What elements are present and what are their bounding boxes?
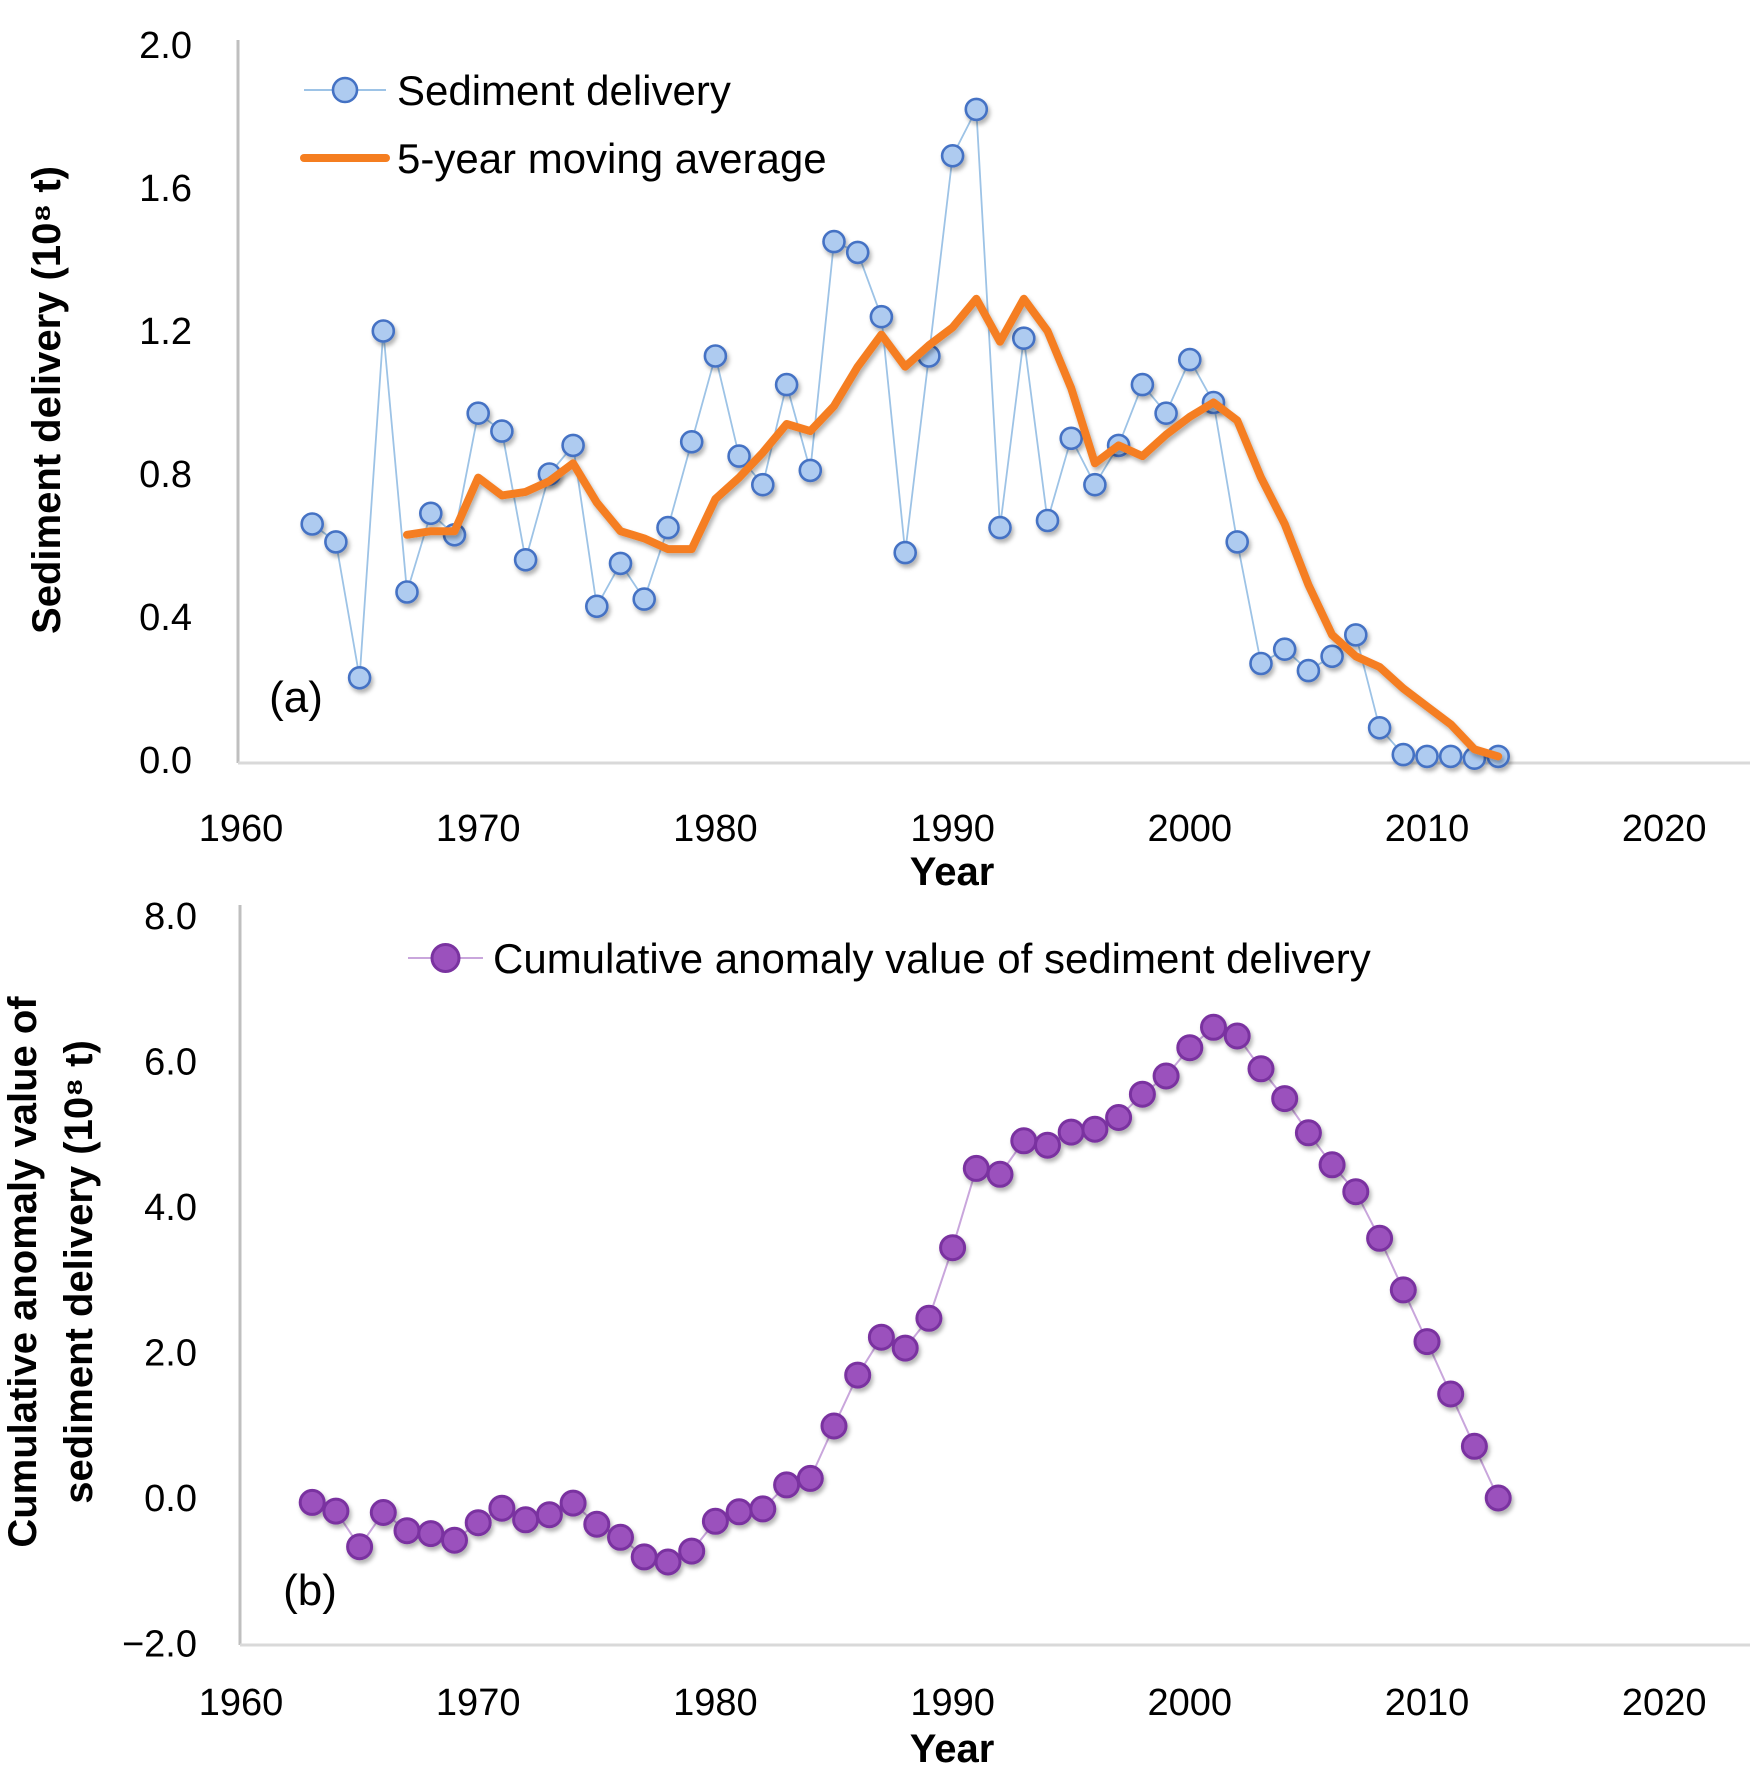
sediment-data-points bbox=[302, 99, 1509, 769]
x-tick-label: 1970 bbox=[435, 1682, 521, 1724]
cumulative-data-point bbox=[1036, 1133, 1060, 1157]
x-tick-label: 1980 bbox=[673, 808, 758, 850]
sediment-data-point bbox=[610, 553, 631, 574]
sediment-data-point bbox=[1179, 349, 1200, 370]
sediment-data-point bbox=[966, 99, 987, 120]
cumulative-data-point bbox=[1391, 1278, 1415, 1302]
cumulative-data-point bbox=[609, 1525, 633, 1549]
sediment-data-point bbox=[1393, 744, 1414, 765]
y-tick-label: 0.0 bbox=[144, 1478, 197, 1520]
cumulative-data-point bbox=[348, 1535, 372, 1559]
cumulative-data-point bbox=[1344, 1180, 1368, 1204]
y-tick-label: 6.0 bbox=[144, 1041, 197, 1084]
cumulative-data-point bbox=[1225, 1024, 1249, 1048]
sediment-data-point bbox=[824, 231, 845, 252]
sediment-data-point bbox=[1013, 328, 1034, 349]
legend bbox=[304, 67, 827, 182]
y-tick-label: 8.0 bbox=[144, 896, 197, 938]
y-tick-label: 2.0 bbox=[144, 1332, 197, 1375]
cumulative-data-point bbox=[798, 1466, 822, 1490]
y-tick-label: −2.0 bbox=[121, 1623, 197, 1666]
y-tick-label: 4.0 bbox=[144, 1187, 197, 1229]
sediment-data-point bbox=[1369, 717, 1390, 738]
legend-item bbox=[304, 135, 827, 182]
sediment-data-point bbox=[1322, 646, 1343, 667]
cumulative-data-point bbox=[775, 1473, 799, 1497]
legend-item bbox=[304, 67, 731, 114]
x-tick-label: 1960 bbox=[198, 808, 284, 850]
sediment-data-point bbox=[847, 242, 868, 263]
x-tick-label: 2020 bbox=[1621, 808, 1707, 850]
sediment-data-point bbox=[420, 503, 441, 524]
cumulative-data-point bbox=[988, 1162, 1012, 1186]
legend-label: Sediment delivery bbox=[397, 67, 731, 114]
sediment-data-point bbox=[468, 403, 489, 424]
x-tick-label: 1990 bbox=[910, 1682, 995, 1724]
sediment-data-point bbox=[800, 460, 821, 481]
sediment-data-point bbox=[1251, 653, 1272, 674]
cumulative-data-point bbox=[1320, 1153, 1344, 1177]
cumulative-data-point bbox=[395, 1519, 419, 1543]
cumulative-data-point bbox=[680, 1539, 704, 1563]
cumulative-data-point bbox=[1439, 1382, 1463, 1406]
cumulative-data-point bbox=[1178, 1036, 1202, 1060]
cumulative-data-point bbox=[324, 1499, 348, 1523]
sediment-data-point bbox=[515, 549, 536, 570]
sediment-data-point bbox=[1156, 403, 1177, 424]
panel-sediment-delivery bbox=[25, 25, 1750, 894]
cumulative-data-point bbox=[964, 1156, 988, 1180]
legend bbox=[408, 935, 1371, 982]
sediment-data-point bbox=[1298, 660, 1319, 681]
cumulative-data-point bbox=[1107, 1106, 1131, 1130]
x-tick-label: 1960 bbox=[198, 1682, 284, 1724]
cumulative-data-point bbox=[1130, 1082, 1154, 1106]
panel-label: (b) bbox=[283, 1566, 337, 1615]
y-tick-label: 2.0 bbox=[139, 25, 192, 67]
legend-label: 5-year moving average bbox=[397, 135, 827, 182]
y-axis-title-line: sediment delivery (10⁸ t) bbox=[57, 1040, 101, 1504]
sediment-data-point bbox=[895, 542, 916, 563]
x-axis-title: Year bbox=[909, 1727, 995, 1771]
cumulative-data-point bbox=[490, 1496, 514, 1520]
sediment-data-point bbox=[349, 667, 370, 688]
sediment-data-point bbox=[871, 306, 892, 327]
cumulative-data-point bbox=[1083, 1117, 1107, 1141]
sediment-data-point bbox=[325, 531, 346, 552]
x-tick-label: 1980 bbox=[673, 1682, 758, 1724]
sediment-data-point bbox=[373, 321, 394, 342]
cumulative-data-point bbox=[1249, 1057, 1273, 1081]
sediment-data-point bbox=[1440, 746, 1461, 767]
x-tick-label: 2010 bbox=[1384, 1682, 1470, 1724]
y-tick-label: 0.8 bbox=[139, 454, 192, 496]
x-tick-label: 2000 bbox=[1147, 1682, 1233, 1724]
cumulative-data-point bbox=[1202, 1015, 1226, 1039]
sediment-data-point bbox=[776, 374, 797, 395]
cumulative-data-point bbox=[1012, 1129, 1036, 1153]
cumulative-data-point bbox=[941, 1236, 965, 1260]
panel-cumulative-anomaly bbox=[1, 896, 1750, 1771]
cumulative-data-point bbox=[300, 1490, 324, 1514]
x-axis-title: Year bbox=[909, 850, 995, 894]
cumulative-data-point bbox=[561, 1491, 585, 1515]
cumulative-data-point bbox=[537, 1503, 561, 1527]
sediment-data-point bbox=[397, 582, 418, 603]
sediment-data-point bbox=[658, 517, 679, 538]
sediment-data-point bbox=[302, 514, 323, 535]
sediment-data-point bbox=[634, 589, 655, 610]
x-tick-label: 1970 bbox=[435, 808, 521, 850]
y-tick-label: 1.2 bbox=[139, 311, 192, 353]
panel-label: (a) bbox=[269, 673, 323, 722]
legend-marker-icon bbox=[432, 945, 459, 972]
cumulative-data-point bbox=[1368, 1226, 1392, 1250]
cumulative-anomaly-line-series bbox=[300, 1015, 1510, 1574]
cumulative-data-point bbox=[371, 1501, 395, 1525]
sediment-data-point bbox=[942, 145, 963, 166]
cumulative-data-point bbox=[917, 1306, 941, 1330]
x-tick-label: 2020 bbox=[1621, 1682, 1707, 1724]
cumulative-data-point bbox=[1486, 1486, 1510, 1510]
sediment-data-point bbox=[990, 517, 1011, 538]
cumulative-data-point bbox=[585, 1512, 609, 1536]
sediment-data-point bbox=[681, 431, 702, 452]
sediment-data-point bbox=[1061, 428, 1082, 449]
sediment-data-point bbox=[1417, 746, 1438, 767]
cumulative-data-point bbox=[1273, 1087, 1297, 1111]
cumulative-data-point bbox=[632, 1545, 656, 1569]
cumulative-data-point bbox=[1059, 1120, 1083, 1144]
sediment-data-point bbox=[563, 435, 584, 456]
cumulative-anomaly-line bbox=[312, 1027, 1498, 1562]
cumulative-data-point bbox=[1462, 1434, 1486, 1458]
sediment-data-point bbox=[705, 346, 726, 367]
cumulative-data-point bbox=[846, 1363, 870, 1387]
y-axis-title: Sediment delivery (10⁸ t) bbox=[25, 166, 69, 634]
sediment-data-point bbox=[1037, 510, 1058, 531]
sediment-data-point bbox=[752, 474, 773, 495]
x-tick-label: 2000 bbox=[1147, 808, 1233, 850]
sediment-data-point bbox=[491, 421, 512, 442]
cumulative-data-point bbox=[1154, 1064, 1178, 1088]
moving-average-line bbox=[407, 299, 1498, 757]
cumulative-data-point bbox=[869, 1325, 893, 1349]
legend-marker-icon bbox=[333, 78, 357, 102]
x-tick-label: 1990 bbox=[910, 808, 995, 850]
cumulative-data-point bbox=[656, 1550, 680, 1574]
cumulative-data-point bbox=[822, 1414, 846, 1438]
sediment-delivery-line-series bbox=[302, 99, 1509, 769]
cumulative-data-point bbox=[893, 1336, 917, 1360]
x-tick-label: 2010 bbox=[1384, 808, 1470, 850]
cumulative-data-point bbox=[466, 1511, 490, 1535]
cumulative-data-point bbox=[514, 1508, 538, 1532]
moving-average-line-series bbox=[407, 299, 1498, 757]
cumulative-data-point bbox=[419, 1522, 443, 1546]
legend-item bbox=[408, 935, 1371, 982]
sediment-data-point bbox=[1274, 639, 1295, 660]
sediment-delivery-line bbox=[312, 109, 1498, 758]
cumulative-data-points bbox=[300, 1015, 1510, 1574]
cumulative-data-point bbox=[443, 1528, 467, 1552]
cumulative-data-point bbox=[751, 1497, 775, 1521]
legend-label: Cumulative anomaly value of sediment delivery bbox=[493, 935, 1371, 982]
y-tick-label: 0.0 bbox=[139, 740, 192, 782]
y-axis-title-line: Cumulative anomaly value of bbox=[1, 996, 45, 1548]
sediment-data-point bbox=[1132, 374, 1153, 395]
sediment-data-point bbox=[586, 596, 607, 617]
sediment-data-point bbox=[1084, 474, 1105, 495]
sediment-data-point bbox=[1227, 531, 1248, 552]
y-tick-label: 1.6 bbox=[139, 168, 192, 210]
y-tick-label: 0.4 bbox=[139, 597, 192, 639]
sediment-data-point bbox=[1345, 624, 1366, 645]
sediment-data-point bbox=[729, 446, 750, 467]
cumulative-data-point bbox=[1415, 1330, 1439, 1354]
cumulative-data-point bbox=[1296, 1121, 1320, 1145]
cumulative-data-point bbox=[703, 1509, 727, 1533]
cumulative-data-point bbox=[727, 1500, 751, 1524]
